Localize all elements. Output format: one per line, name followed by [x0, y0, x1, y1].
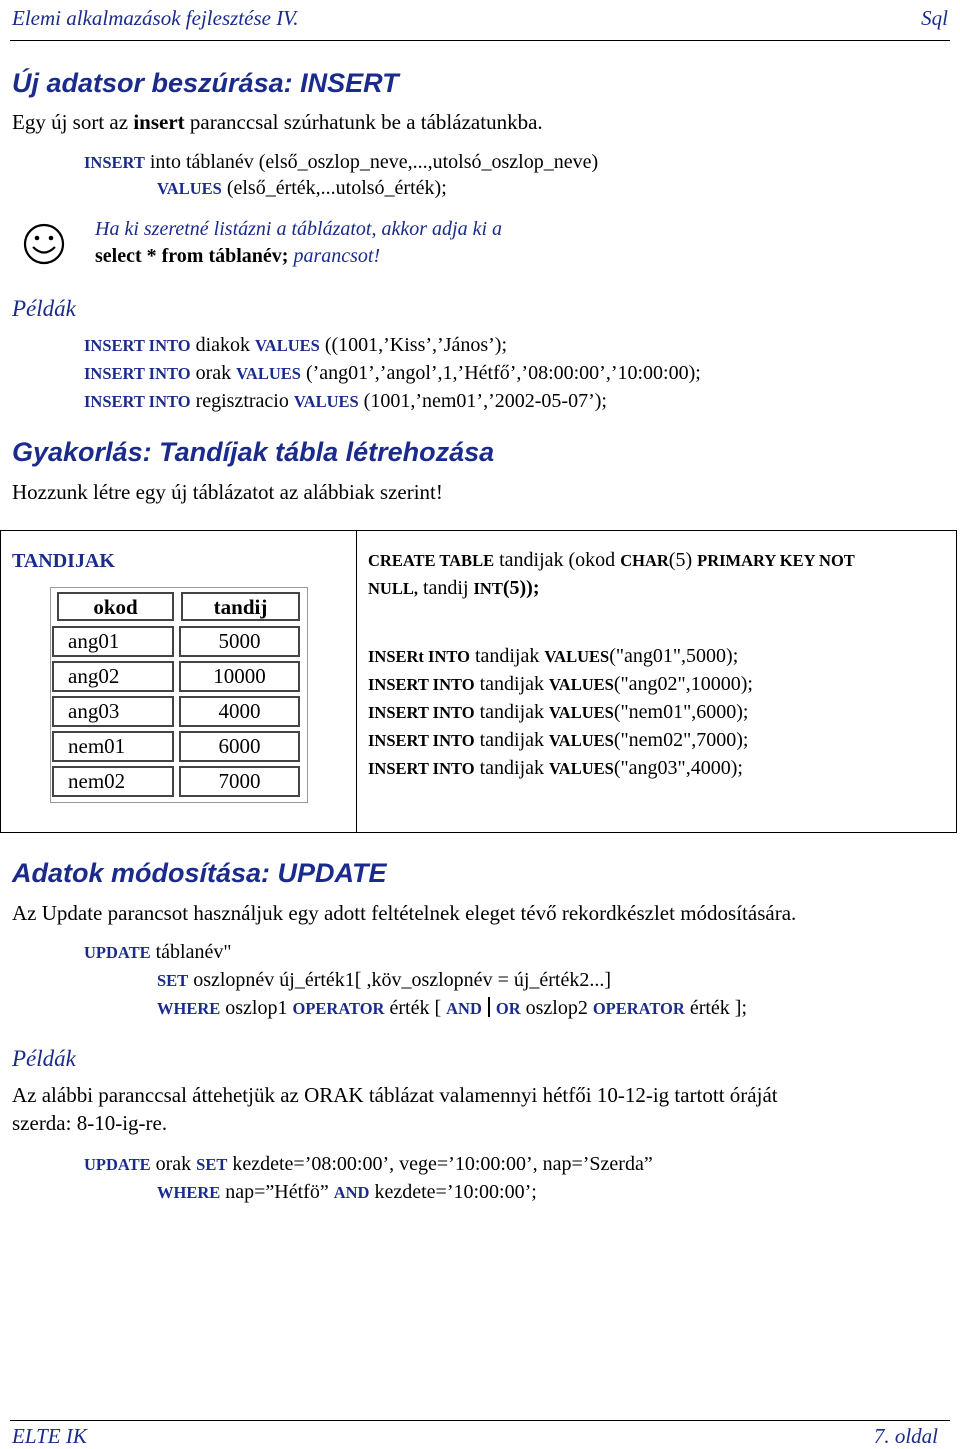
table-title: TANDIJAK [12, 550, 115, 572]
header-rule [10, 40, 950, 41]
column-header: tandij [181, 592, 300, 621]
update-syntax-line2: SET oszlopnév új_érték1[ ,köv_oszlopnév = új_érték2...] [157, 969, 612, 991]
table-cell: ang02 [52, 661, 174, 692]
tip-line1: Ha ki szeretné listázni a táblázatot, akkor adja ki a [95, 218, 503, 240]
insert-row-line: INSERt INTO tandijak VALUES("ang01",5000); [368, 645, 739, 667]
table-cell: 10000 [179, 661, 300, 692]
table-cell: nem01 [52, 731, 174, 762]
footer-left: ELTE IK [12, 1424, 87, 1448]
insert-row-line: INSERT INTO tandijak VALUES("nem01",6000); [368, 701, 749, 723]
table-cell: ang03 [52, 696, 174, 727]
smiley-icon [22, 222, 66, 266]
update-syntax-line3: WHERE oszlop1 OPERATOR érték [ AND OR oszlop2 OPERATOR érték ]; [157, 997, 747, 1019]
insert-syntax-line2: VALUES (első_érték,...utolsó_érték); [157, 177, 447, 199]
practice-heading: Gyakorlás: Tandíjak tábla létrehozása [12, 437, 495, 467]
insert-example-3: INSERT INTO regisztracio VALUES (1001,’nem01’,’2002-05-07’); [84, 390, 607, 412]
insert-row-line: INSERT INTO tandijak VALUES("ang02",10000); [368, 673, 753, 695]
insert-example-2: INSERT INTO orak VALUES (’ang01’,’angol’,1,’Hétfő’,’08:00:00’,’10:00:00); [84, 362, 701, 384]
update-intro: Az Update parancsot használjuk egy adott feltételnek eleget tévő rekordkészlet módosítására. [12, 901, 797, 925]
table-cell: 7000 [179, 766, 300, 797]
column-header: okod [57, 592, 174, 621]
page-number: 7. oldal [873, 1424, 938, 1448]
table-cell: 5000 [179, 626, 300, 657]
table-cell: ang01 [52, 626, 174, 657]
update-syntax-line1: UPDATE táblanév" [84, 941, 232, 963]
create-table-line1: CREATE TABLE tandijak (okod CHAR(5) PRIMARY KEY NOT [368, 549, 855, 571]
create-table-line2: NULL, tandij INT(5)); [368, 577, 540, 599]
update-example-desc2: szerda: 8-10-ig-re. [12, 1111, 168, 1135]
update-heading: Adatok módosítása: UPDATE [12, 858, 387, 888]
update-example-desc1: Az alábbi paranccsal áttehetjük az ORAK táblázat valamennyi hétfői 10-12-ig tartott óráját [12, 1083, 778, 1107]
footer-rule [10, 1420, 950, 1421]
insert-syntax-line1: INSERT into táblanév (első_oszlop_neve,...,utolsó_oszlop_neve) [84, 151, 599, 173]
table-cell: nem02 [52, 766, 174, 797]
insert-intro: Egy új sort az insert paranccsal szúrhatunk be a táblázatunkba. [12, 110, 543, 134]
insert-row-line: INSERT INTO tandijak VALUES("ang03",4000); [368, 757, 743, 779]
header-title: Elemi alkalmazások fejlesztése IV. [12, 6, 299, 30]
insert-example-1: INSERT INTO diakok VALUES ((1001,’Kiss’,’János’); [84, 334, 508, 356]
update-examples-label: Példák [12, 1046, 76, 1071]
table-cell: 6000 [179, 731, 300, 762]
insert-row-line: INSERT INTO tandijak VALUES("nem02",7000); [368, 729, 749, 751]
practice-intro: Hozzunk létre egy új táblázatot az alábbiak szerint! [12, 480, 443, 504]
table-cell: 4000 [179, 696, 300, 727]
tip-line2: select * from táblanév; parancsot! [95, 245, 381, 267]
examples-label: Példák [12, 296, 76, 321]
header-right: Sql [921, 6, 948, 30]
update-example-line2: WHERE nap=”Hétfö” AND kezdete=’10:00:00’; [157, 1181, 537, 1203]
insert-heading: Új adatsor beszúrása: INSERT [12, 68, 399, 98]
update-example-line1: UPDATE orak SET kezdete=’08:00:00’, vege=’10:00:00’, nap=’Szerda” [84, 1153, 653, 1175]
